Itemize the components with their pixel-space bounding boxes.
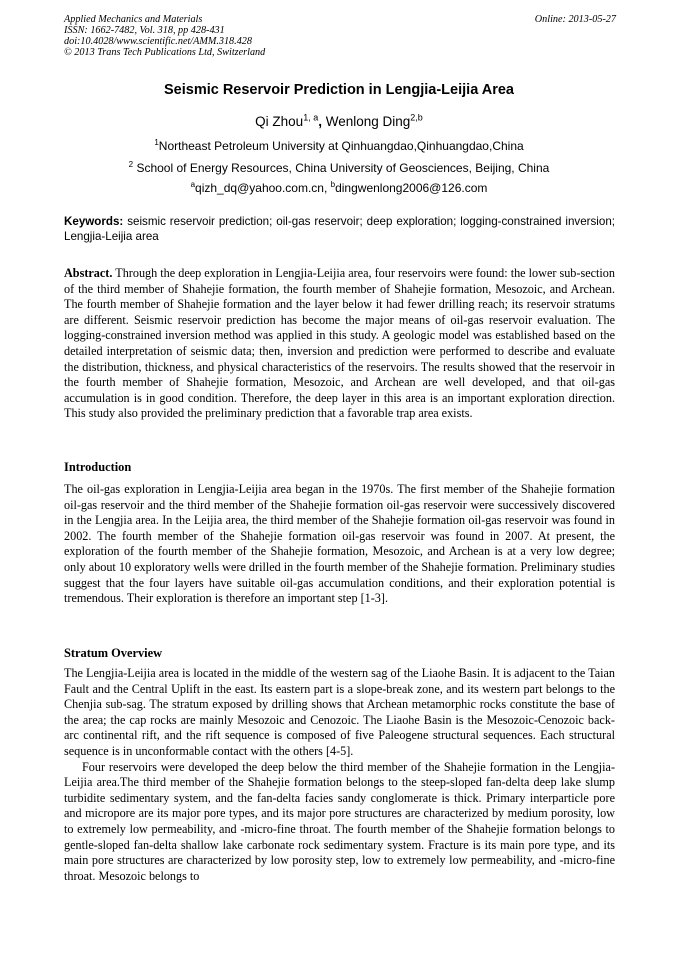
paragraph: The Lengjia-Leijia area is located in the middle of the western sag of the Liaohe Basin. It is adjacent to the Taian Fault and the Central Uplift in the east. Its eastern part is a slope-break zone, and its western part belongs to the Chenjia sub-sag. The stratum exposed by drilling shows that Archean metamorphic rocks constitute the base of the area; the cap rocks are mainly Mesozoic and Cenozoic. The Liaohe Basin is the Mesozoic-Cenozoic back-arc continental rift, and the rift sequence is composed of five Paleogene structural sequences. Each structural sequence is in unconformable contact with the others [4-5]. <box>64 666 615 758</box>
email-superscript: a <box>190 180 196 189</box>
affiliation-text: Northeast Petroleum University at Qinhuangdao,Qinhuangdao,China <box>158 139 524 153</box>
author-separator: , <box>318 114 326 129</box>
journal-issn: ISSN: 1662-7482, Vol. 318, pp 428-431 <box>64 25 225 36</box>
paragraph: Four reservoirs were developed the deep below the third member of the Shahejie formation in the Lengjia-Leijia area.The third member of the Shahejie formation belongs to the steep-sloped fan-delta deep lake slump turbidite sedimentary system, and the fan-delta facies sandy conglomerate is thick. Primary interparticle pore and micropore are its major pore types, and its major pore structures are characterized by medium porosity, low to extremely low permeability, and -micro-fine throat. The fourth member of the Shahejie formation belongs to gentle-sloped fan-delta shallow lake carbonate rock sedimentary system. Fracture is its main pore type, and its main pore structures are characterized by low porosity step, low to extremely low permeability, and -micro-fine throat. Mesozoic belongs to <box>64 759 615 883</box>
journal-name: Applied Mechanics and Materials <box>64 14 203 25</box>
section-heading-stratum-overview: Stratum Overview <box>64 646 163 660</box>
author-name: Wenlong Ding <box>325 114 411 129</box>
email-superscript: b <box>330 180 336 189</box>
introduction-body <box>64 482 615 607</box>
affiliation-text: School of Energy Resources, China University of Geosciences, Beijing, China <box>136 161 550 175</box>
email-line <box>0 181 678 195</box>
author-list <box>0 114 678 129</box>
abstract-label: Abstract. <box>64 266 113 280</box>
keywords-label: Keywords: <box>64 215 124 228</box>
journal-doi[interactable]: doi:10.4028/www.scientific.net/AMM.318.428 <box>64 36 252 47</box>
affiliation-superscript: 1 <box>154 138 159 147</box>
journal-copyright: © 2013 Trans Tech Publications Ltd, Switzerland <box>64 47 266 58</box>
affiliation-2 <box>0 161 678 175</box>
stratum-overview-body <box>64 666 615 884</box>
paragraph: The oil-gas exploration in Lengjia-Leijia area began in the 1970s. The first member of the Shahejie formation oil-gas reservoir and the third member of the Shahejie formation oil-gas reservoir were successively discovered in the Lengjia area. In the Leijia area, the third member of the Shahejie formation oil-gas reservoir was found in 2002. The fourth member of the Shahejie formation oil-gas reservoir was found in 2007. At present, the exploration of the fourth member of the Shahejie formation, Mesozoic, and Archean is at a very low degree; only about 10 exploratory wells were drilled in the fourth member of the Shahejie formation. Preliminary studies suggest that the four layers have suitable oil-gas accumulation conditions, and their exploration potential is tremendous. Their exploration is therefore an important step [1-3]. <box>64 482 615 606</box>
keywords-text: seismic reservoir prediction; oil-gas reservoir; deep exploration; logging-constrained inversion; Lengjia-Leijia area <box>64 215 615 243</box>
affiliation-superscript: 2 <box>128 160 134 169</box>
email-link[interactable]: dingwenlong2006@126.com <box>335 181 488 195</box>
section-heading-introduction: Introduction <box>64 460 132 474</box>
author-superscript: 2,b <box>410 112 423 123</box>
journal-header <box>64 14 265 58</box>
abstract-text: Through the deep exploration in Lengjia-Leijia area, four reservoirs were found: the lower sub-section of the third member of Shahejie formation, the fourth member of Shahejie formation, Mesozoic, and Archean. The fourth member of Shahejie formation and the layer below it had fewer drilling reach; its reservoir stratums are different. Seismic reservoir prediction has become the major means of oil-gas reservoir evaluation. The logging-constrained inversion method was applied in this study. A geologic model was established based on the detailed interpretation of seismic data; then, inversion and prediction were performed to describe and evaluate the distribution, thickness, and physical characteristics of the reservoirs. The results showed that the reservoir in the fourth member of Shahejie formation, Mesozoic, and Archean are well developed, and that oil-gas accumulation is in good condition. Therefore, the deep layer in this area is an important exploration direction. This study also provided the preliminary prediction that a favorable trap area exists. <box>64 266 615 421</box>
abstract-block <box>64 266 615 422</box>
affiliation-1 <box>0 139 678 153</box>
online-date: Online: 2013-05-27 <box>534 14 616 25</box>
author-name: Qi Zhou <box>255 114 304 129</box>
keywords-block <box>64 214 615 244</box>
author-superscript: 1, a <box>303 112 319 123</box>
paper-title: Seismic Reservoir Prediction in Lengjia-Leijia Area <box>163 82 514 98</box>
email-link[interactable]: qizh_dq@yahoo.com.cn, <box>195 181 331 195</box>
